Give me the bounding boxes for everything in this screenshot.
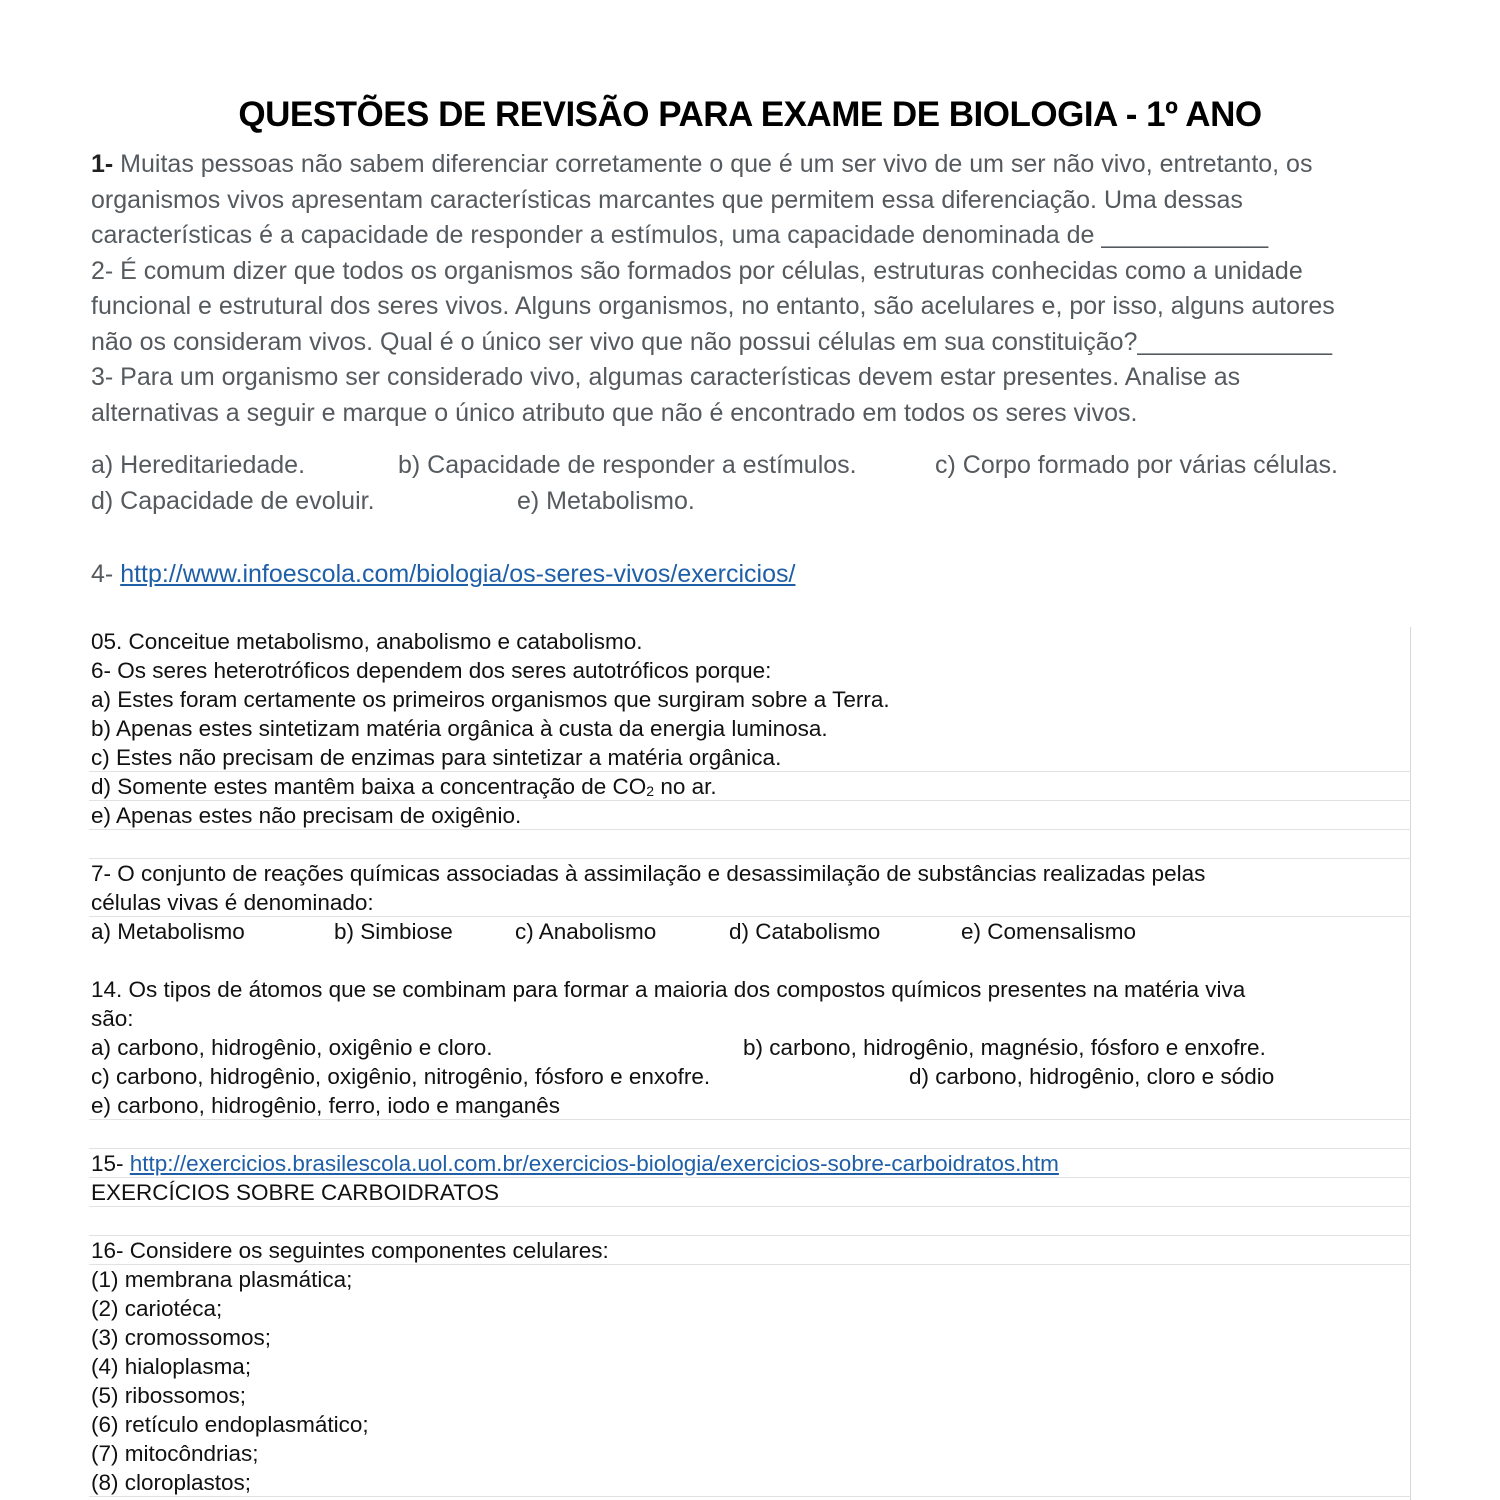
question-15-line [91,1149,1409,1178]
question-1-text: Muitas pessoas não sabem diferenciar corretamente o que é um ser vivo de um ser não vivo, entretanto, os [113,150,1313,178]
question-14-option-a: a) carbono, hidrogênio, oxigênio e cloro. [91,1035,493,1060]
question-1-number: 1- [91,150,114,178]
question-14-options-row [91,1033,1409,1062]
page-title: QUESTÕES DE REVISÃO PARA EXAME DE BIOLOGIA - 1º ANO [238,95,1262,134]
question-15-prefix: 15- [91,1151,130,1176]
question-16-item: (7) mitocôndrias; [91,1441,259,1466]
question-16-item: (6) retículo endoplasmático; [91,1412,369,1437]
question-6-option-e: e) Apenas estes não precisam de oxigênio. [91,803,522,828]
question-16-item: (8) cloroplastos; [91,1470,252,1495]
table-right-border [1410,627,1411,1500]
question-14-line: 14. Os tipos de átomos que se combinam para formar a maioria dos compostos químicos presentes na matéria viva [91,977,1246,1002]
question-3-option-c: c) Corpo formado por várias células. [935,451,1338,479]
question-3-options-row-2 [91,487,1421,523]
question-3-option-b: b) Capacidade de responder a estímulos. [398,451,857,479]
question-6-option-a: a) Estes foram certamente os primeiros organismos que surgiram sobre a Terra. [91,687,890,712]
question-14-option-e: e) carbono, hidrogênio, ferro, iodo e manganês [91,1093,561,1118]
question-3-options-row-1 [91,451,1421,487]
question-4-line [91,557,1421,593]
question-6-option-d [91,772,1409,801]
question-6-option-b: b) Apenas estes sintetizam matéria orgânica à custa da energia luminosa. [91,716,828,741]
question-2-line: não os consideram vivos. Qual é o único ser vivo que não possui células em sua constituição?______________ [91,327,1333,356]
question-2-line: funcional e estrutural dos seres vivos. Alguns organismos, no entanto, são acelulares e, por isso, alguns autores [91,292,1335,320]
question-3-line: 3- Para um organismo ser considerado vivo, algumas características devem estar presentes. Analise as [91,363,1241,391]
question-7-option-a: a) Metabolismo [91,919,245,944]
question-3-option-e: e) Metabolismo. [517,486,695,515]
question-16-stem: 16- Considere os seguintes componentes celulares: [91,1238,609,1263]
question-16-item: (3) cromossomos; [91,1325,272,1350]
question-7-options [91,917,1409,946]
question-6-stem: 6- Os seres heterotróficos dependem dos seres autotróficos porque: [91,658,772,683]
question-2-line: 2- É comum dizer que todos os organismos são formados por células, estruturas conhecidas como a unidade [91,256,1303,285]
question-6-option-c: c) Estes não precisam de enzimas para sintetizar a matéria orgânica. [91,745,782,770]
question-5: 05. Conceitue metabolismo, anabolismo e catabolismo. [91,629,643,654]
question-1-line [91,147,1421,183]
question-15-link[interactable]: http://exercicios.brasilescola.uol.com.br/exercicios-biologia/exercicios-sobre-carboidratos.htm [129,1151,1059,1176]
option-d-text: d) Somente estes mantêm baixa a concentração de CO [91,774,647,799]
question-7-option-b: b) Simbiose [334,919,453,944]
question-1-line: características é a capacidade de responder a estímulos, uma capacidade denominada de ____________ [91,221,1269,249]
question-7-option-c: c) Anabolismo [515,919,657,944]
question-14-line: são: [91,1006,134,1031]
question-14-option-b: b) carbono, hidrogênio, magnésio, fósforo e enxofre. [743,1035,1266,1060]
question-7-line: células vivas é denominado: [91,890,374,915]
option-d-tail: no ar. [654,774,717,799]
question-3-option-d: d) Capacidade de evoluir. [91,486,375,515]
question-16-item: (5) ribossomos; [91,1383,247,1408]
question-3-line: alternativas a seguir e marque o único atributo que não é encontrado em todos os seres vivos. [91,398,1138,427]
question-3-option-a: a) Hereditariedade. [91,451,306,479]
question-4-prefix: 4- [91,560,121,588]
question-14-option-c: c) carbono, hidrogênio, oxigênio, nitrogênio, fósforo e enxofre. [91,1064,711,1089]
question-16-item: (4) hialoplasma; [91,1354,252,1379]
question-7-option-e: e) Comensalismo [961,919,1137,944]
question-7-line: 7- O conjunto de reações químicas associadas à assimilação e desassimilação de substâncias realizadas pelas [91,861,1206,886]
question-4-link[interactable]: http://www.infoescola.com/biologia/os-seres-vivos/exercicios/ [120,560,796,588]
question-14-option-d: d) carbono, hidrogênio, cloro e sódio [909,1064,1275,1089]
question-14-options-row [91,1062,1409,1091]
co2-subscript: 2 [646,783,655,799]
question-16-item: (2) cariotéca; [91,1296,223,1321]
question-15-subtitle: EXERCÍCIOS SOBRE CARBOIDRATOS [91,1180,499,1205]
question-7-option-d: d) Catabolismo [729,919,881,944]
question-1-line: organismos vivos apresentam características marcantes que permitem essa diferenciação. Uma dessas [91,185,1243,214]
question-16-item: (1) membrana plasmática; [91,1267,353,1292]
upper-questions [91,147,1421,593]
